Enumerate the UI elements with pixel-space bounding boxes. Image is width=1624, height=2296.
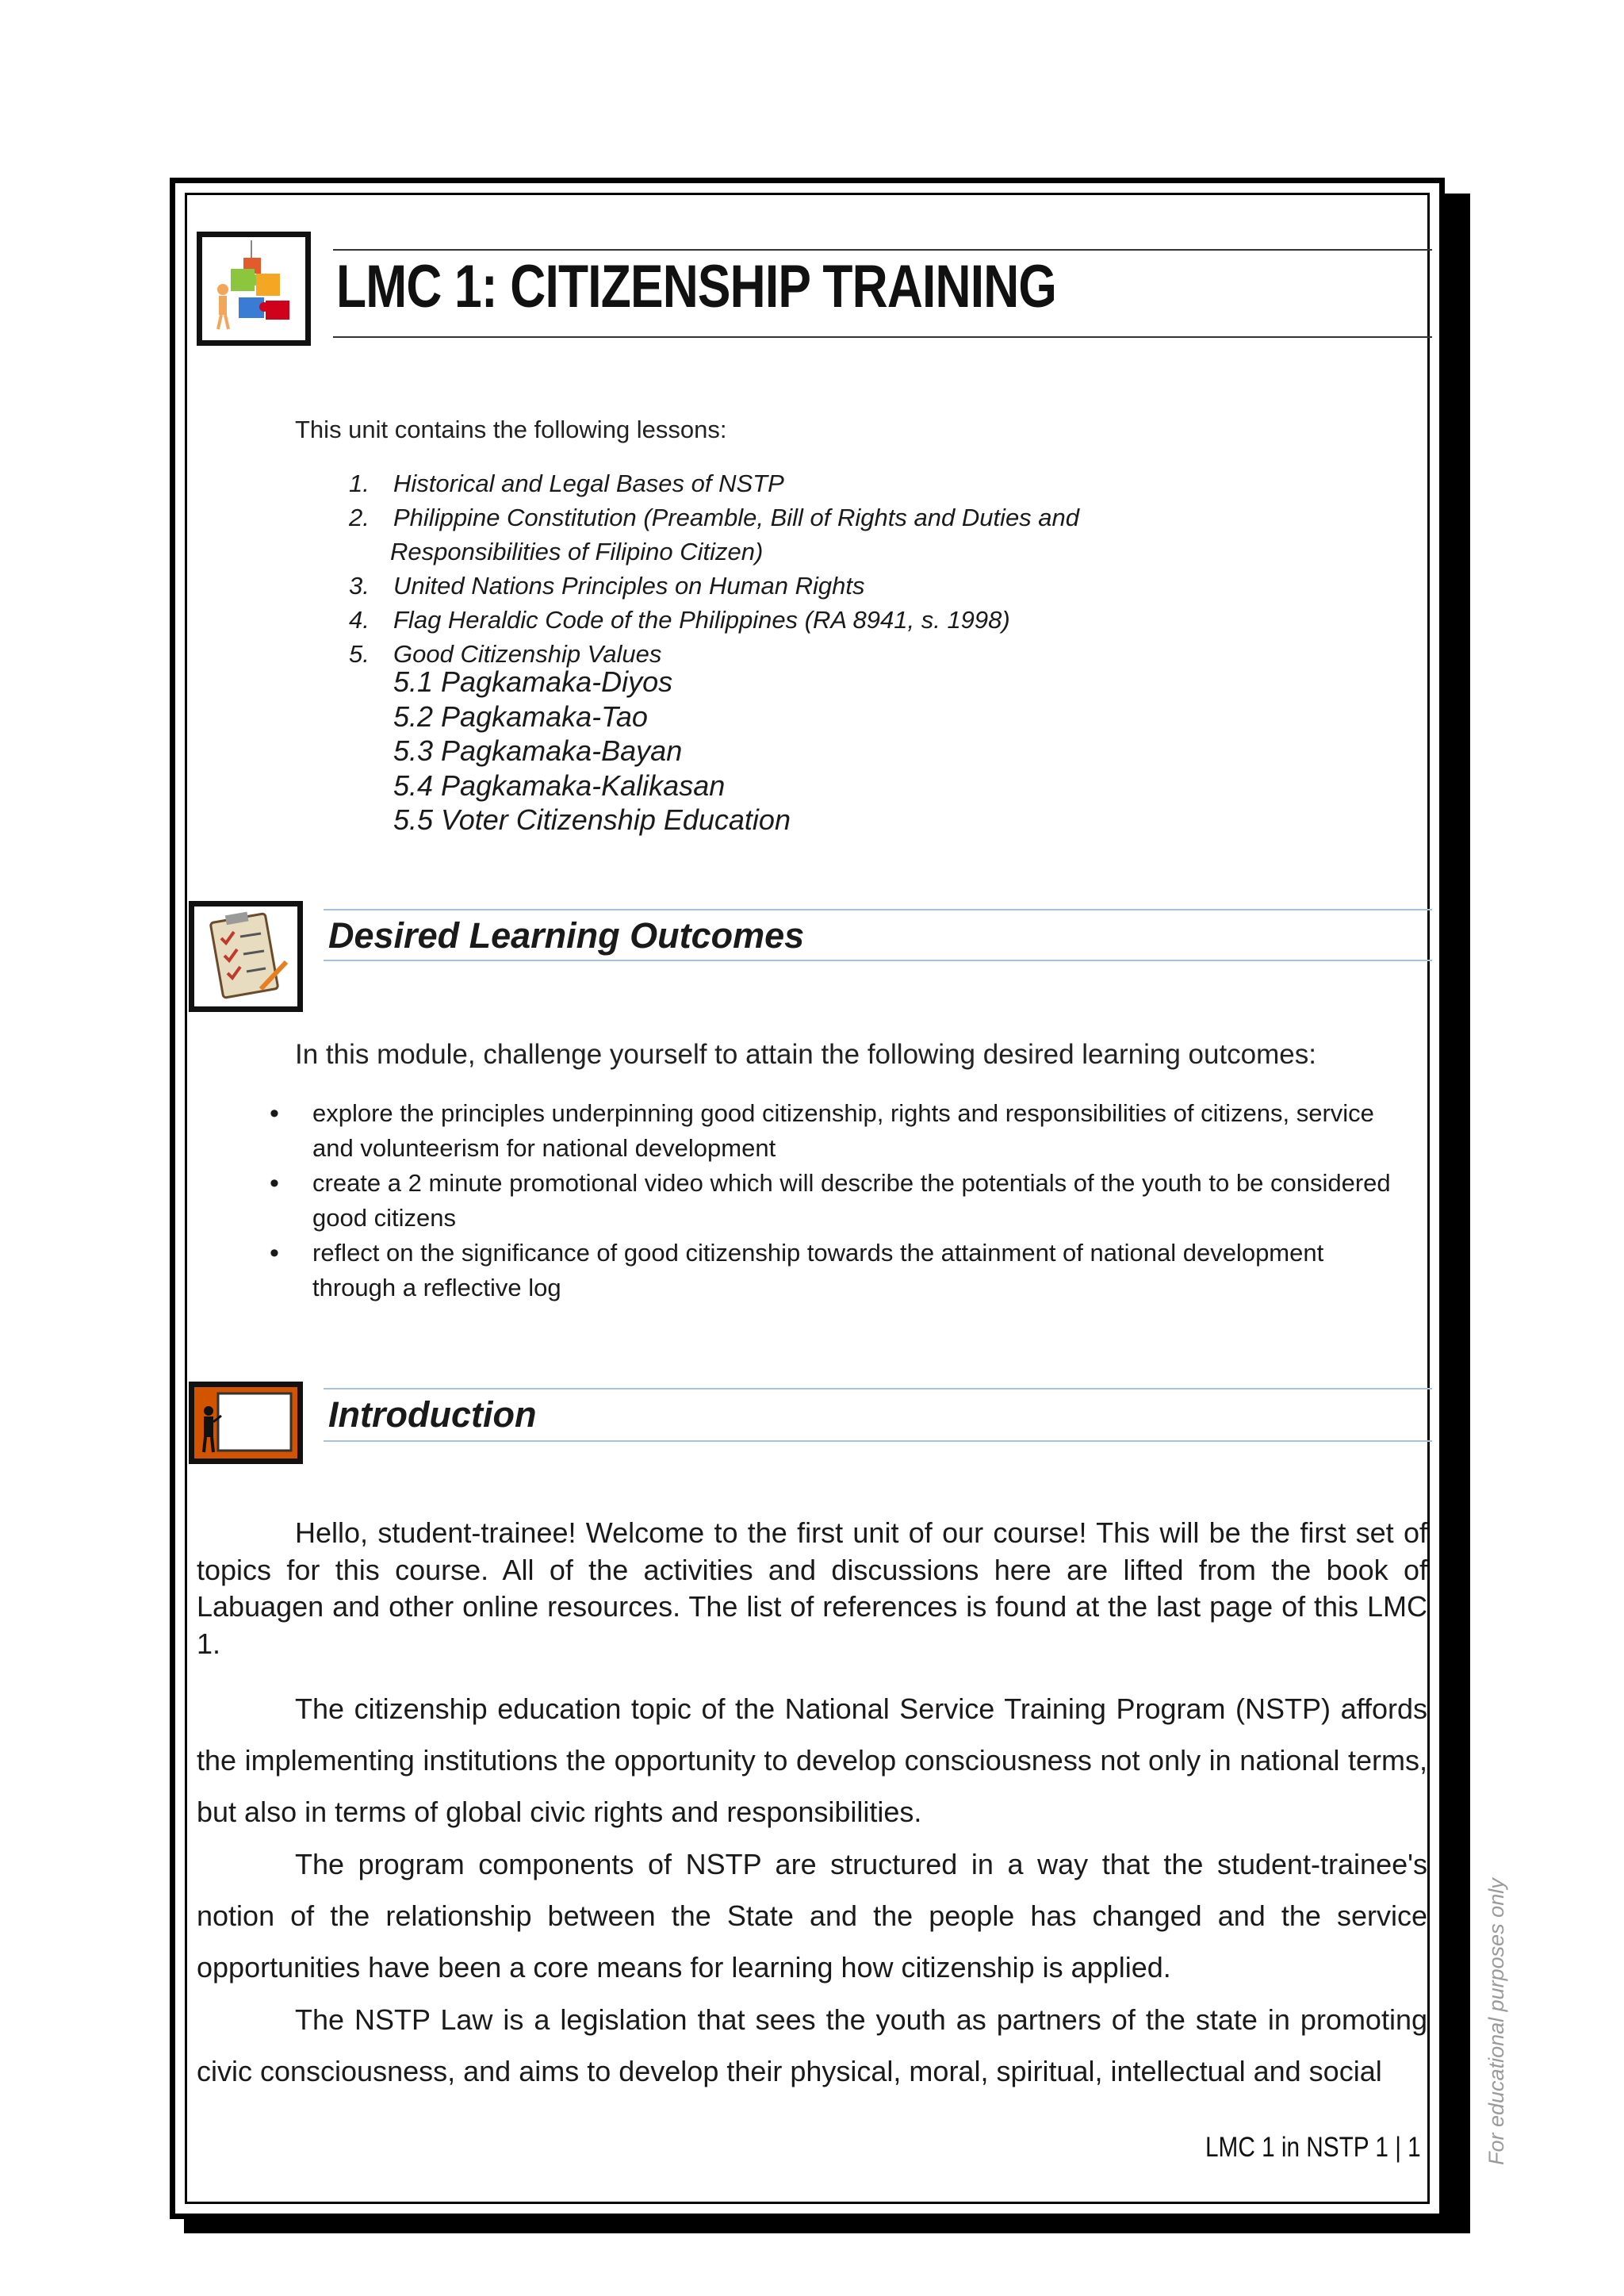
title-rule-bottom	[333, 336, 1432, 338]
list-item: • explore the principles underpinning good citizenship, rights and responsibilities of citizens, service and volunteerism for national development	[270, 1096, 1407, 1166]
intro-paragraph: Hello, student-trainee! Welcome to the first unit of our course! This will be the first set of topics for this course. All of the activities and discussions here are lifted from the book of Labuagen and other online resources. The list of references is found at the last page of this LMC 1.	[197, 1516, 1427, 1660]
introduction-heading: Introduction	[328, 1394, 537, 1435]
intro-paragraph: The citizenship education topic of the National Service Training Program (NSTP) affords the implementing institutions the opportunity to develop consciousness not only in national terms, but also in terms of global civic rights and responsibilities.	[197, 1692, 1427, 1828]
list-item: • reflect on the significance of good citizenship towards the attainment of national development through a reflective log	[270, 1236, 1375, 1305]
list-item: • create a 2 minute promotional video which will describe the potentials of the youth to be considered good citizens	[270, 1166, 1407, 1236]
presentation-board-icon	[189, 1382, 303, 1464]
outcomes-heading: Desired Learning Outcomes	[328, 915, 805, 956]
introduction-rule-top	[324, 1388, 1432, 1389]
list-item: 2. Philippine Constitution (Preamble, Bill of Rights and Duties and	[349, 504, 1080, 531]
list-item-continuation: Responsibilities of Filipino Citizen)	[390, 538, 764, 565]
title-rule-top	[333, 249, 1432, 251]
list-item: 1. Historical and Legal Bases of NSTP	[349, 470, 784, 497]
sub-lesson-item: 5.1 Pagkamaka-Diyos	[393, 665, 673, 698]
sub-lesson-item: 5.2 Pagkamaka-Tao	[393, 700, 648, 733]
sub-lesson-list	[393, 665, 791, 838]
outcomes-rule-bottom	[324, 960, 1432, 961]
sub-lesson-item: 5.4 Pagkamaka-Kalikasan	[393, 769, 726, 802]
list-item: 4. Flag Heraldic Code of the Philippines (RA 8941, s. 1998)	[349, 606, 1010, 634]
outcomes-list	[270, 1096, 1419, 1305]
watermark: For educational purposes only	[1484, 1878, 1508, 2165]
introduction-rule-bottom	[324, 1440, 1432, 1442]
outcomes-rule-top	[324, 909, 1432, 910]
clipboard-checklist-icon	[189, 901, 303, 1012]
sub-lesson-item: 5.3 Pagkamaka-Bayan	[393, 734, 683, 767]
page-title: LMC 1: CITIZENSHIP TRAINING	[336, 253, 1057, 320]
sub-lesson-item: 5.5 Voter Citizenship Education	[393, 803, 791, 836]
intro-paragraph: The program components of NSTP are structured in a way that the student-trainee's notion of the relationship between the State and the people has changed and the service opportunities have been a core means for learning how citizenship is applied.	[197, 1848, 1427, 1984]
outcomes-lead: In this module, challenge yourself to attain the following desired learning outcomes:	[295, 1039, 1316, 1070]
puzzle-icon	[197, 232, 311, 346]
lessons-intro: This unit contains the following lessons:	[295, 416, 727, 443]
list-item: 5. Good Citizenship Values	[349, 640, 662, 668]
lesson-list	[349, 466, 1079, 671]
list-item: 3. United Nations Principles on Human Rights	[349, 572, 865, 600]
intro-paragraph: The NSTP Law is a legislation that sees the youth as partners of the state in promoting civic consciousness, and aims to develop their physical, moral, spiritual, intellectual and social	[197, 2003, 1427, 2087]
page-footer: LMC 1 in NSTP 1 | 1	[1205, 2132, 1421, 2163]
